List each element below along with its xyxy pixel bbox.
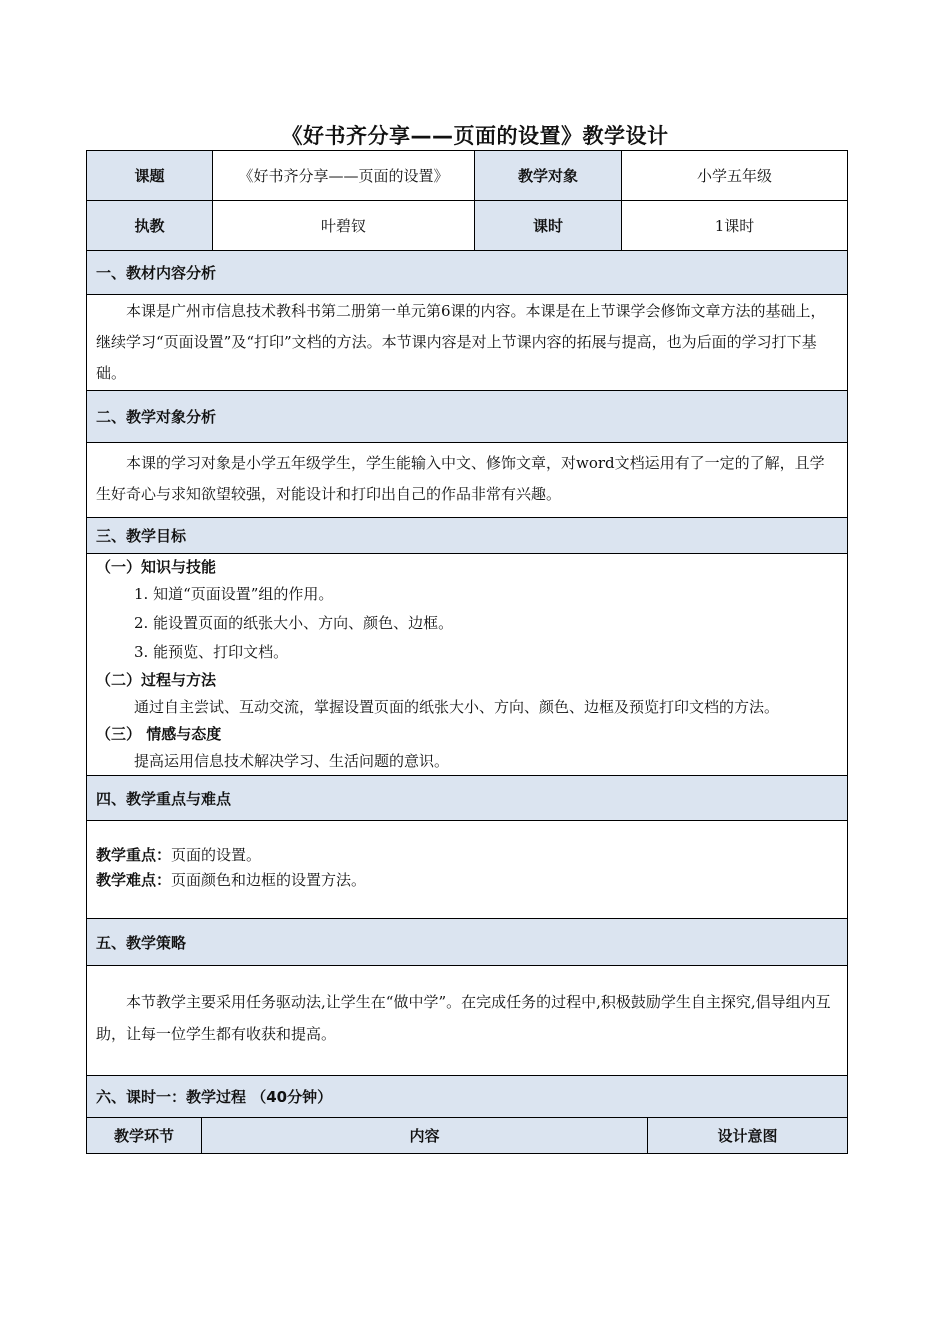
section-body-objectives — [86, 554, 848, 776]
section-heading-process: 六、课时一：教学过程 （40分钟） — [86, 1076, 848, 1118]
difficulty-line — [96, 868, 838, 893]
section-heading-keypoints: 四、教学重点与难点 — [86, 776, 848, 821]
objective-attitude-text: 提高运用信息技术解决学习、生活问题的意识。 — [134, 752, 450, 770]
process-col-stage: 教学环节 — [87, 1118, 202, 1153]
objective-knowledge-heading: （一）知识与技能 — [96, 558, 217, 576]
objective-attitude-heading: （三） 情感与态度 — [96, 725, 222, 743]
info-row-teacher — [86, 201, 848, 251]
audience-value: 小学五年级 — [696, 167, 772, 185]
objective-item: 2. 能设置页面的纸张大小、方向、颜色、边框。 — [134, 614, 454, 632]
key-point-text: 页面的设置。 — [171, 846, 262, 864]
section-body-students — [86, 443, 848, 518]
strategy-paragraph: 本节教学主要采用任务驱动法,让学生在“做中学”。在完成任务的过程中,积极鼓励学生自主探究,倡导组内互助，让每一位学生都有收获和提高。 — [96, 993, 831, 1043]
section-heading-objectives: 三、教学目标 — [86, 518, 848, 554]
lesson-plan-table — [86, 150, 848, 1154]
key-point-label: 教学重点： — [96, 846, 172, 864]
objective-process-text: 通过自主尝试、互动交流，掌握设置页面的纸张大小、方向、颜色、边框及预览打印文档的方法。 — [134, 698, 780, 716]
document-title: 《好书齐分享——页面的设置》教学设计 — [281, 124, 669, 148]
section-heading-materials: 一、教材内容分析 — [86, 251, 848, 295]
section-body-strategy — [86, 966, 848, 1076]
key-point-line — [96, 843, 838, 868]
objective-item: 3. 能预览、打印文档。 — [134, 643, 289, 661]
hours-label: 课时 — [475, 201, 622, 250]
process-col-intent: 设计意图 — [648, 1118, 847, 1153]
topic-label: 课题 — [87, 151, 213, 200]
difficulty-label: 教学难点： — [96, 871, 172, 889]
section-heading-strategy: 五、教学策略 — [86, 919, 848, 966]
section-body-keypoints — [86, 821, 848, 919]
section-heading-students: 二、教学对象分析 — [86, 391, 848, 443]
section-body-materials — [86, 295, 848, 391]
teacher-label: 执教 — [87, 201, 213, 250]
info-row-topic — [86, 150, 848, 201]
objective-item: 1. 知道“页面设置”组的作用。 — [134, 585, 334, 603]
materials-paragraph: 本课是广州市信息技术教科书第二册第一单元第6课的内容。本课是在上节课学会修饰文章方法的基础上，继续学习“页面设置”及“打印”文档的方法。本节课内容是对上节课内容的拓展与提高，也为后面的学习打下基础。 — [96, 302, 826, 382]
process-col-content: 内容 — [202, 1118, 648, 1153]
topic-value: 《好书齐分享——页面的设置》 — [213, 151, 475, 200]
audience-label: 教学对象 — [475, 151, 622, 200]
hours-value: 1课时 — [714, 217, 755, 235]
students-paragraph: 本课的学习对象是小学五年级学生，学生能输入中文、修饰文章，对word文档运用有了一定的了解，且学生好奇心与求知欲望较强，对能设计和打印出自己的作品非常有兴趣。 — [96, 454, 825, 503]
process-table-header — [86, 1118, 848, 1154]
teacher-value: 叶碧钗 — [213, 201, 475, 250]
objective-process-heading: （二）过程与方法 — [96, 671, 217, 689]
difficulty-text: 页面颜色和边框的设置方法。 — [171, 871, 367, 889]
